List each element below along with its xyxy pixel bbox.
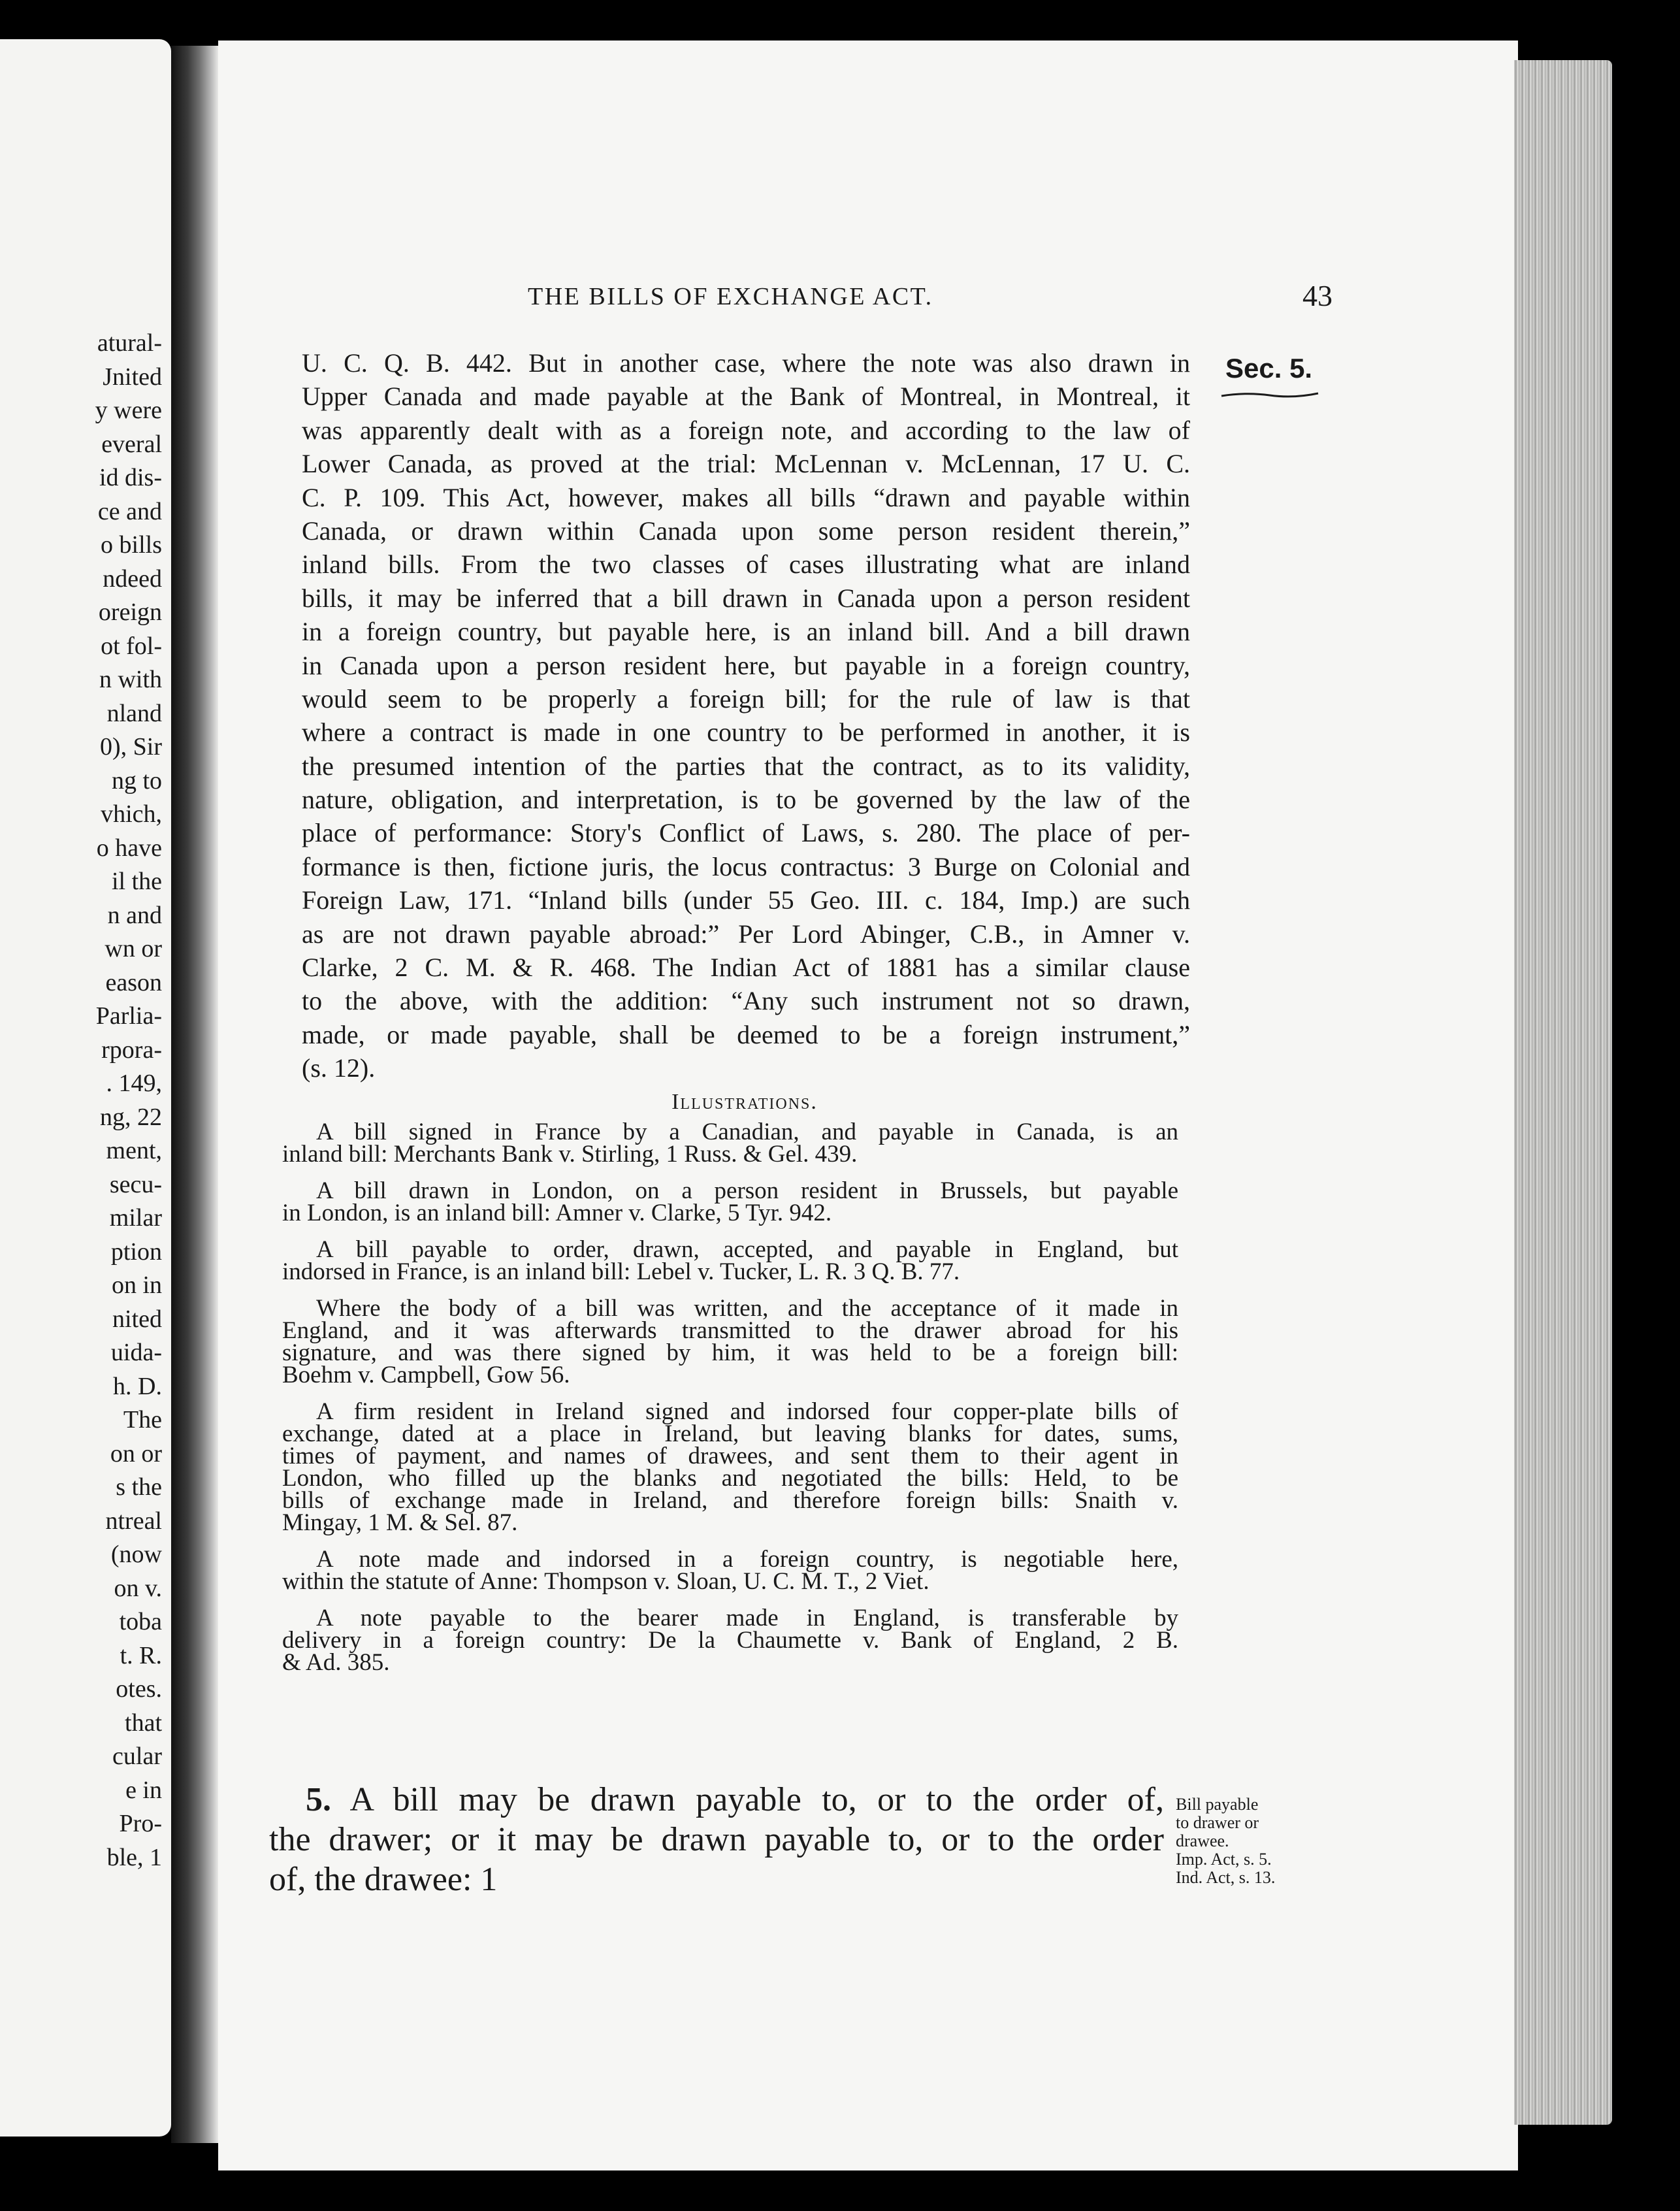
illustration-line: in London, is an inland bill: Amner v. Clarke, 5 Tyr. 942. bbox=[282, 1200, 832, 1226]
illustration-line: & Ad. 385. bbox=[282, 1649, 390, 1676]
left-page-fragment-line: oreign bbox=[98, 598, 162, 626]
illustration-item bbox=[282, 1607, 1178, 1674]
left-page-fragment-line: toba bbox=[119, 1608, 162, 1635]
left-page-text-fragments bbox=[95, 327, 162, 1875]
body-line: Upper Canada and made payable at the Bank of Montreal, in Montreal, it bbox=[302, 382, 1190, 412]
illustration-line: London, who filled up the blanks and negotiated the bills: Held, to be bbox=[282, 1465, 1178, 1492]
page-number: 43 bbox=[1302, 279, 1333, 312]
sidenote-line: Ind. Act, s. 13. bbox=[1176, 1868, 1276, 1887]
page-edges bbox=[1514, 60, 1612, 2125]
left-page-fragment-line: on v. bbox=[114, 1574, 162, 1602]
illustrations-list bbox=[282, 1121, 1178, 1688]
left-page-fragment-line: eason bbox=[105, 968, 162, 996]
left-page-fragment-line: ntreal bbox=[105, 1507, 162, 1535]
left-page-fragment-line: secu- bbox=[109, 1170, 162, 1198]
left-page-fragment-line: ce and bbox=[97, 497, 162, 525]
body-paragraph bbox=[302, 346, 1190, 1085]
illustration-line: Boehm v. Campbell, Gow 56. bbox=[282, 1362, 570, 1388]
left-page-fragment-line: (now bbox=[110, 1541, 162, 1568]
left-page-fragment-line: o have bbox=[96, 834, 162, 862]
left-page-fragment-line: that bbox=[125, 1709, 162, 1737]
section-number: 5. bbox=[306, 1781, 331, 1818]
left-page-fragment-line: n with bbox=[99, 666, 162, 693]
left-page-fragment-line: il the bbox=[111, 868, 162, 895]
illustration-line: Mingay, 1 M. & Sel. 87. bbox=[282, 1509, 518, 1536]
section-5-line bbox=[269, 1859, 1164, 1899]
book-gutter bbox=[171, 46, 218, 2143]
left-page-fragment-line: on or bbox=[110, 1439, 162, 1467]
left-page-fragment-line: nland bbox=[106, 699, 162, 727]
body-line: where a contract is made in one country to be performed in another, it is bbox=[302, 717, 1190, 747]
left-page-fragment-line: ot fol- bbox=[101, 632, 162, 660]
section-5-line bbox=[269, 1780, 1164, 1820]
body-line: Canada, or drawn within Canada upon some person resident therein,” bbox=[302, 516, 1190, 546]
section-5-text bbox=[269, 1780, 1164, 1899]
body-line: bills, it may be inferred that a bill drawn in Canada upon a person resident bbox=[302, 583, 1190, 613]
illustration-item bbox=[282, 1295, 1178, 1388]
left-page-fragment-line: Parlia- bbox=[95, 1002, 162, 1030]
left-page-fragment-line: ment, bbox=[106, 1137, 162, 1164]
section-5-line-text: the drawer; or it may be drawn payable to, or to the order bbox=[269, 1821, 1164, 1858]
body-line: to the above, with the addition: “Any such instrument not so drawn, bbox=[302, 986, 1190, 1016]
left-page-fragment-line: ndeed bbox=[103, 565, 162, 593]
illustration-line: within the statute of Anne: Thompson v. Sloan, U. C. M. T., 2 Viet. bbox=[282, 1568, 929, 1595]
illustration-line: inland bill: Merchants Bank v. Stirling, 1 Russ. & Gel. 439. bbox=[282, 1141, 858, 1168]
illustration-line: A bill payable to order, drawn, accepted, and payable in England, but bbox=[316, 1236, 1178, 1263]
left-page-fragment-line: y were bbox=[95, 397, 162, 424]
body-line: Lower Canada, as proved at the trial: McLennan v. McLennan, 17 U. C. bbox=[302, 449, 1190, 479]
illustration-line: Where the body of a bill was written, and the acceptance of it made in bbox=[316, 1295, 1178, 1322]
illustration-item bbox=[282, 1121, 1178, 1166]
section-tag-flourish bbox=[1220, 391, 1319, 400]
body-line: Clarke, 2 C. M. & R. 468. The Indian Act of 1881 has a similar clause bbox=[302, 953, 1190, 983]
left-page-fragment-line: Jnited bbox=[103, 363, 162, 391]
body-line: as are not drawn payable abroad:” Per Lord Abinger, C.B., in Amner v. bbox=[302, 919, 1190, 949]
left-page-fragment-line: nited bbox=[112, 1305, 162, 1333]
illustration-item bbox=[282, 1548, 1178, 1593]
illustration-line: times of payment, and names of drawees, and sent them to their agent in bbox=[282, 1443, 1178, 1469]
left-page-fragment-line: rpora- bbox=[101, 1036, 162, 1064]
left-page-fragment-line: ng, 22 bbox=[100, 1103, 162, 1131]
left-page-fragment-line: s the bbox=[116, 1473, 162, 1501]
left-page-fragment-line: Pro- bbox=[119, 1810, 162, 1837]
left-page-fragment-line: cular bbox=[112, 1743, 162, 1770]
left-page-fragment-line: n and bbox=[107, 901, 162, 929]
left-page-fragment-line: . 149, bbox=[106, 1070, 162, 1097]
body-line: (s. 12). bbox=[302, 1053, 376, 1083]
body-line: U. C. Q. B. 442. But in another case, where the note was also drawn in bbox=[302, 348, 1190, 378]
running-title: THE BILLS OF EXCHANGE ACT. bbox=[528, 283, 933, 310]
illustration-item bbox=[282, 1236, 1178, 1285]
section-tag: Sec. 5. bbox=[1225, 353, 1313, 384]
sidenote-line: to drawer or bbox=[1176, 1813, 1259, 1832]
illustration-line: A note payable to the bearer made in England, is transferable by bbox=[316, 1605, 1178, 1631]
section-5-line-text: A bill may be drawn payable to, or to the order of, bbox=[349, 1781, 1164, 1818]
left-page-fragment bbox=[0, 39, 171, 2137]
left-page-fragment-line: everal bbox=[101, 430, 162, 458]
illustration-line: A bill signed in France by a Canadian, and payable in Canada, is an bbox=[316, 1119, 1178, 1145]
section-5-line bbox=[269, 1820, 1164, 1859]
illustration-item bbox=[282, 1398, 1178, 1536]
body-line: made, or made payable, shall be deemed to be a foreign instrument,” bbox=[302, 1019, 1190, 1049]
left-page-fragment-line: atural- bbox=[97, 329, 162, 357]
margin-sidenote bbox=[1176, 1795, 1287, 1887]
sidenote-line: drawee. bbox=[1176, 1831, 1229, 1850]
left-page-fragment-line: uida- bbox=[110, 1339, 162, 1366]
sidenote-line: Bill payable bbox=[1176, 1795, 1259, 1814]
left-page-fragment-line: on in bbox=[111, 1271, 162, 1299]
body-line: formance is then, fictione juris, the locus contractus: 3 Burge on Colonial and bbox=[302, 851, 1190, 881]
illustration-line: signature, and was there signed by him, it was held to be a foreign bill: bbox=[282, 1339, 1178, 1366]
illustrations-heading: Illustrations. bbox=[671, 1090, 818, 1114]
illustration-line: delivery in a foreign country: De la Chaumette v. Bank of England, 2 B. bbox=[282, 1627, 1178, 1654]
body-line: would seem to be properly a foreign bill; for the rule of law is that bbox=[302, 683, 1190, 713]
illustration-line: England, and it was afterwards transmitted to the drawer abroad for his bbox=[282, 1317, 1178, 1344]
body-line: in a foreign country, but payable here, is an inland bill. And a bill drawn bbox=[302, 617, 1190, 647]
body-line: was apparently dealt with as a foreign note, and according to the law of bbox=[302, 415, 1190, 445]
left-page-fragment-line: 0), Sir bbox=[100, 733, 162, 761]
left-page-fragment-line: t. R. bbox=[120, 1641, 162, 1669]
left-page-fragment-line: ng to bbox=[111, 766, 162, 794]
illustration-line: A note made and indorsed in a foreign country, is negotiable here, bbox=[316, 1546, 1178, 1573]
illustration-line: indorsed in France, is an inland bill: Lebel v. Tucker, L. R. 3 Q. B. 77. bbox=[282, 1258, 960, 1285]
left-page-fragment-line: ble, 1 bbox=[106, 1843, 162, 1871]
left-page-fragment-line: id dis- bbox=[99, 464, 162, 491]
body-line: in Canada upon a person resident here, but payable in a foreign country, bbox=[302, 650, 1190, 680]
body-line: C. P. 109. This Act, however, makes all bills “drawn and payable within bbox=[302, 482, 1190, 512]
body-line: the presumed intention of the parties that the contract, as to its validity, bbox=[302, 751, 1190, 781]
illustration-line: A bill drawn in London, on a person resident in Brussels, but payable bbox=[316, 1177, 1178, 1204]
body-line: place of performance: Story's Conflict of Laws, s. 280. The place of per- bbox=[302, 818, 1190, 848]
left-page-fragment-line: wn or bbox=[105, 935, 162, 962]
body-line: nature, obligation, and interpretation, is to be governed by the law of the bbox=[302, 785, 1190, 815]
left-page-fragment-line: otes. bbox=[116, 1675, 162, 1703]
body-line: inland bills. From the two classes of cases illustrating what are inland bbox=[302, 549, 1190, 580]
left-page-fragment-line: ption bbox=[110, 1237, 162, 1266]
body-line: Foreign Law, 171. “Inland bills (under 55 Geo. III. c. 184, Imp.) are such bbox=[302, 885, 1190, 915]
left-page-fragment-line: e in bbox=[125, 1776, 162, 1804]
left-page-fragment-line: h. D. bbox=[113, 1372, 162, 1400]
illustration-line: bills of exchange made in Ireland, and therefore foreign bills: Snaith v. bbox=[282, 1487, 1178, 1514]
illustration-item bbox=[282, 1177, 1178, 1226]
illustration-line: A firm resident in Ireland signed and indorsed four copper-plate bills of bbox=[316, 1398, 1178, 1425]
left-page-fragment-line: milar bbox=[109, 1204, 162, 1232]
sidenote-line: Imp. Act, s. 5. bbox=[1176, 1850, 1272, 1869]
section-5-line-text: of, the drawee: 1 bbox=[269, 1861, 498, 1898]
illustration-line: exchange, dated at a place in Ireland, but leaving blanks for dates, sums, bbox=[282, 1420, 1178, 1447]
left-page-fragment-line: o bills bbox=[101, 531, 162, 559]
left-page-fragment-line: The bbox=[123, 1406, 162, 1433]
left-page-fragment-line: vhich, bbox=[101, 800, 162, 828]
